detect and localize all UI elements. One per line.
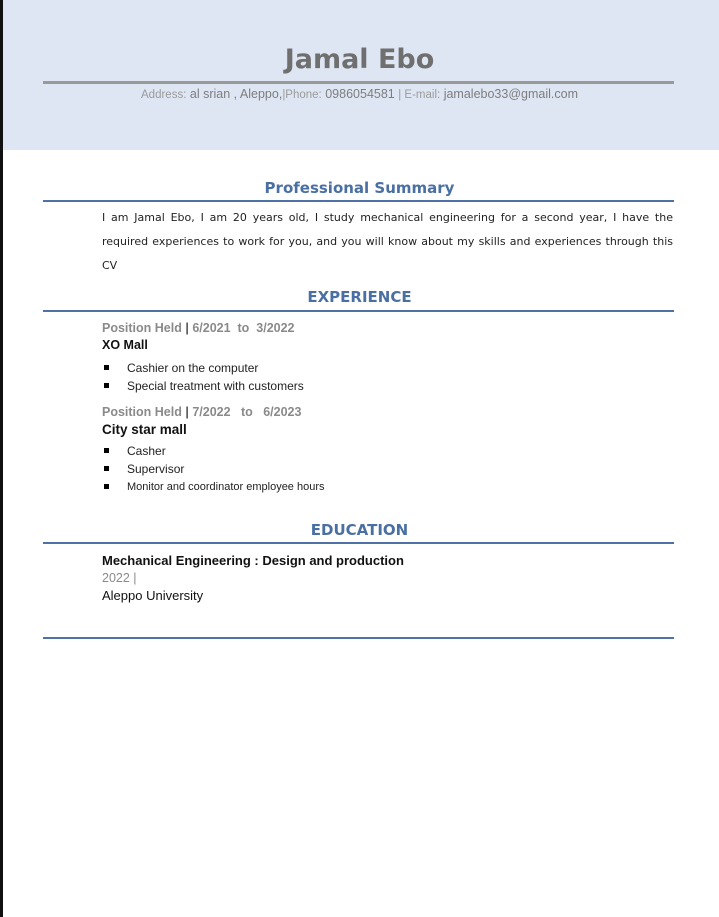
job-1-dates: 6/2021 to 3/2022 xyxy=(192,321,295,335)
job-2-duties xyxy=(102,442,325,496)
job-2-position-label: Position Held xyxy=(102,405,182,419)
phone-label: |Phone: xyxy=(282,89,322,101)
email-value: jamalebo33@gmail.com xyxy=(443,87,578,101)
duty-text: Supervisor xyxy=(127,462,185,476)
job-2-position xyxy=(102,405,301,419)
education-year: 2022 | xyxy=(102,571,137,585)
header-band xyxy=(3,0,719,150)
education-school: Aleppo University xyxy=(102,588,204,603)
duty-text: Casher xyxy=(127,444,166,458)
header-divider xyxy=(43,81,674,84)
education-divider xyxy=(43,542,674,544)
address-label: Address: xyxy=(141,89,187,101)
list-item xyxy=(102,442,325,460)
bullet-square-icon xyxy=(104,383,109,388)
candidate-name: Jamal Ebo xyxy=(284,44,435,75)
duty-text: Special treatment with customers xyxy=(127,379,304,393)
job-2-dates: 7/2022 to 6/2023 xyxy=(192,405,302,419)
duty-text: Cashier on the computer xyxy=(127,361,259,375)
duty-text: Monitor and coordinator employee hours xyxy=(127,481,325,493)
phone-value: 0986054581 xyxy=(325,87,395,101)
job-1-position xyxy=(102,321,295,335)
education-degree: Mechanical Engineering : Design and production xyxy=(102,553,404,568)
summary-text: I am Jamal Ebo, I am 20 years old, I study mechanical engineering for a second year, I have the required experiences to work for you, and you will know about my skills and experiences through this CV xyxy=(102,211,673,272)
list-item xyxy=(102,460,325,478)
bullet-square-icon xyxy=(104,448,109,453)
list-item xyxy=(102,377,304,395)
bottom-divider xyxy=(43,637,674,639)
bullet-square-icon xyxy=(104,466,109,471)
bullet-square-icon xyxy=(104,365,109,370)
education-heading: EDUCATION xyxy=(310,521,409,539)
contact-line xyxy=(0,87,719,101)
experience-heading: EXPERIENCE xyxy=(307,288,412,306)
email-label: | E-mail: xyxy=(398,89,441,101)
summary-divider xyxy=(43,200,674,202)
job-2-company: City star mall xyxy=(102,422,187,437)
job-1-position-label: Position Held xyxy=(102,321,182,335)
summary-heading: Professional Summary xyxy=(264,179,455,197)
job-1-separator: | xyxy=(185,321,189,335)
job-1-duties xyxy=(102,359,304,395)
bullet-square-icon xyxy=(104,484,109,489)
list-item xyxy=(102,359,304,377)
job-2-separator: | xyxy=(185,405,189,419)
list-item xyxy=(102,478,325,496)
address-value: al srian , Aleppo, xyxy=(189,87,283,101)
job-1-company: XO Mall xyxy=(102,338,148,352)
experience-divider xyxy=(43,310,674,312)
